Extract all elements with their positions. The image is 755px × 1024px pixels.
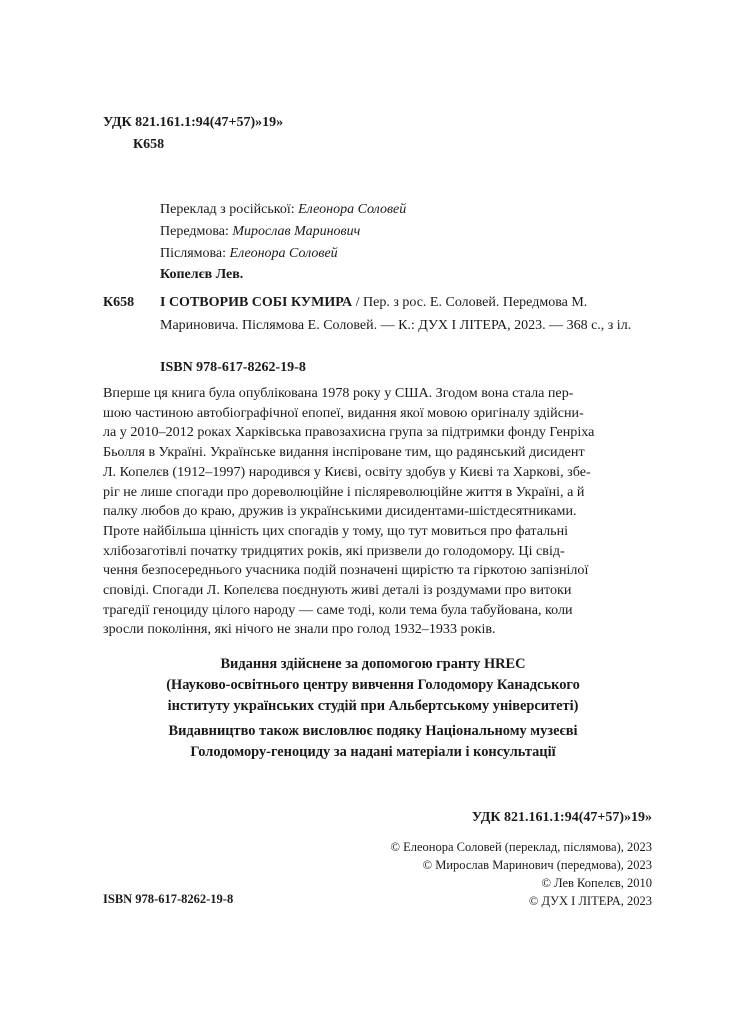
book-title: І СОТВОРИВ СОБІ КУМИРА bbox=[160, 295, 353, 310]
catalog-details: / Пер. з рос. Е. Соловей. Передмова М. Мариновича. Післямова Е. Соловей. — К.: ДУХ І ЛІТЕРА, 2023. — 368 с., з іл. bbox=[160, 295, 632, 333]
catalog-description bbox=[160, 291, 663, 337]
credit-label: Переклад з російської: bbox=[160, 202, 295, 217]
abstract-line: ла у 2010–2012 роках Харківська правозахисна група за підтримки фонду Генріха bbox=[103, 424, 595, 441]
credit-name: Мирослав Маринович bbox=[232, 224, 361, 239]
abstract-line: ріг не лише спогади про дореволюційне і післяреволюційне життя в Україні, а й bbox=[103, 483, 585, 500]
grant-notice bbox=[103, 654, 643, 717]
acknowledgement-line: Видавництво також висловлює подяку Національному музеєві bbox=[168, 723, 578, 739]
catalog-isbn: ISBN 978-617-8262-19-8 bbox=[160, 360, 306, 375]
copyright-block bbox=[391, 838, 652, 910]
grant-line: Видання здійснене за допомогою гранту HREC bbox=[220, 656, 526, 672]
copyright-line: © ДУХ І ЛІТЕРА, 2023 bbox=[528, 894, 652, 908]
isbn-bottom: ISBN 978-617-8262-19-8 bbox=[103, 892, 234, 906]
abstract bbox=[103, 384, 643, 640]
abstract-line: сповіді. Спогади Л. Копелєва поєднують живі деталі із роздумами про витоки bbox=[103, 582, 572, 599]
grant-line: (Науково-освітнього центру вивчення Голодомору Канадського bbox=[166, 677, 580, 693]
abstract-line: шою частиною автобіографічної епопеї, видання якої мовою оригіналу здійсни- bbox=[103, 404, 584, 421]
credits-block bbox=[160, 199, 406, 265]
catalog-entry bbox=[103, 291, 663, 337]
abstract-line: Бьолля в Україні. Українське видання інспіроване тим, що радянський дисидент bbox=[103, 444, 585, 461]
abstract-line: палку любов до краю, дружив із українськими дисидентами-шістдесятниками. bbox=[103, 503, 577, 520]
copyright-line: © Елеонора Соловей (переклад, післямова), 2023 bbox=[390, 840, 652, 854]
credit-translation bbox=[160, 199, 406, 221]
udk-code-bottom: УДК 821.161.1:94(47+57)»19» bbox=[471, 810, 652, 825]
credit-afterword bbox=[160, 243, 406, 265]
abstract-line: зросли покоління, які нічого не знали про голод 1932–1933 років. bbox=[103, 621, 496, 638]
abstract-line: хлібозаготівлі початку тридцятих років, які призвели до голодомору. Ці свід- bbox=[103, 542, 565, 559]
catalog-code: К658 bbox=[103, 295, 135, 310]
grant-line: інституту українських студій при Альбертському університеті) bbox=[167, 698, 579, 714]
abstract-line: чення безпосереднього учасника подій позначені щирістю та гіркотою запізнілої bbox=[103, 562, 589, 579]
abstract-line: Л. Копелєв (1912–1997) народився у Києві, освіту здобув у Києві та Харкові, збе- bbox=[103, 463, 591, 480]
acknowledgement bbox=[103, 721, 643, 763]
copyright-line: © Мирослав Маринович (передмова), 2023 bbox=[422, 858, 652, 872]
abstract-line: Вперше ця книга була опублікована 1978 року у США. Згодом вона стала пер- bbox=[103, 385, 574, 401]
credit-name: Елеонора Соловей bbox=[229, 246, 338, 261]
author-index: К658 bbox=[133, 137, 165, 152]
udk-code: УДК 821.161.1:94(47+57)»19» bbox=[103, 115, 284, 130]
credit-name: Елеонора Соловей bbox=[298, 202, 407, 217]
abstract-line: трагедії геноциду цілого народу — саме тоді, коли тема була табуйована, коли bbox=[103, 601, 573, 618]
copyright-line: © Лев Копелєв, 2010 bbox=[541, 876, 652, 890]
abstract-line: Проте найбільша цінність цих спогадів у тому, що тут мовиться про фатальні bbox=[103, 522, 569, 539]
credit-label: Передмова: bbox=[160, 224, 229, 239]
credit-foreword bbox=[160, 221, 406, 243]
author-heading: Копелєв Лев. bbox=[160, 267, 244, 282]
credit-label: Післямова: bbox=[160, 246, 227, 261]
acknowledgement-line: Голодомору-геноциду за надані матеріали і консультації bbox=[190, 744, 556, 760]
